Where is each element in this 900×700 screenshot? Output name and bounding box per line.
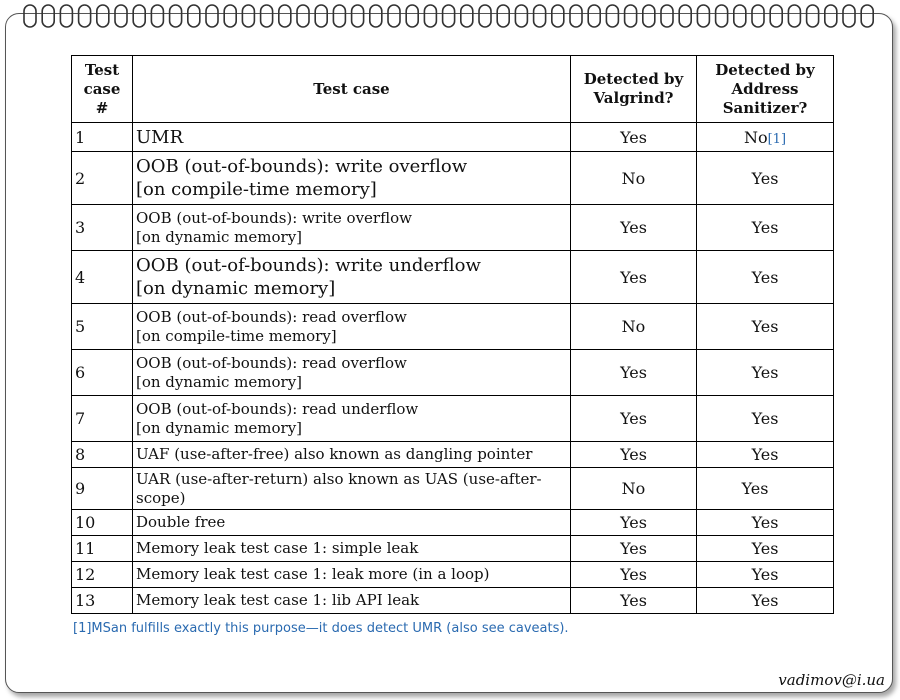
row-case: UMR (133, 123, 571, 152)
row-asan: Yes (697, 350, 834, 396)
binding-ring (279, 5, 291, 27)
binding-ring (534, 5, 546, 27)
table-row (72, 396, 834, 442)
binding-ring (843, 5, 855, 27)
binding-ring (497, 5, 509, 27)
case-line2: [on dynamic memory] (136, 418, 303, 437)
asan-value: Yes (741, 479, 769, 498)
case-line2: [on dynamic memory] (136, 278, 336, 299)
row-case (133, 468, 571, 510)
binding-ring (661, 5, 673, 27)
case-line1: OOB (out-of-bounds): write overflow (136, 208, 412, 227)
binding-ring (807, 5, 819, 27)
table-row (72, 562, 834, 588)
row-asan: Yes (697, 562, 834, 588)
row-asan: Yes (697, 510, 834, 536)
case-line2: [on dynamic memory] (136, 227, 303, 246)
binding-ring (133, 5, 145, 27)
binding-ring (206, 5, 218, 27)
binding-ring (333, 5, 345, 27)
binding-ring (443, 5, 455, 27)
row-valgrind: Yes (571, 350, 697, 396)
row-case (133, 350, 571, 396)
case-line2: [on dynamic memory] (136, 372, 303, 391)
binding-ring (24, 5, 36, 27)
row-valgrind: No (571, 304, 697, 350)
binding-ring (242, 5, 254, 27)
row-asan: Yes (697, 251, 834, 304)
spiral-binding (0, 0, 900, 40)
row-case (133, 251, 571, 304)
binding-ring (625, 5, 637, 27)
binding-ring (515, 5, 527, 27)
row-num: 5 (72, 304, 133, 350)
binding-ring (151, 5, 163, 27)
row-asan: Yes (697, 588, 834, 614)
binding-ring (734, 5, 746, 27)
footnote-link[interactable]: [1] (767, 131, 787, 147)
row-valgrind: No (571, 152, 697, 205)
table-row (72, 468, 834, 510)
case-line1: OOB (out-of-bounds): read overflow (136, 353, 407, 372)
row-asan: Yes (697, 304, 834, 350)
row-valgrind: Yes (571, 442, 697, 468)
binding-ring (788, 5, 800, 27)
asan-value: No (743, 127, 768, 147)
case-line2: [on compile-time memory] (136, 326, 337, 345)
header-row (72, 56, 834, 123)
row-case: UAF (use-after-free) also known as dangling pointer (133, 442, 571, 468)
binding-ring (297, 5, 309, 27)
row-valgrind: Yes (571, 251, 697, 304)
row-valgrind: No (571, 468, 697, 510)
case-line1: UAR (use-after-return) also known as UAS (use-after- (136, 469, 542, 488)
table-row (72, 123, 834, 152)
row-valgrind: Yes (571, 123, 697, 152)
case-line1: OOB (out-of-bounds): read overflow (136, 307, 407, 326)
table-row (72, 510, 834, 536)
case-line1: OOB (out-of-bounds): write underflow (136, 255, 481, 276)
binding-ring (679, 5, 691, 27)
table-row (72, 350, 834, 396)
binding-ring (770, 5, 782, 27)
row-case (133, 152, 571, 205)
binding-ring (315, 5, 327, 27)
binding-ring (170, 5, 182, 27)
author-signature: vadimov@i.ua (778, 671, 885, 689)
row-asan: Yes (697, 442, 834, 468)
case-line1: OOB (out-of-bounds): read underflow (136, 399, 419, 418)
row-num: 1 (72, 123, 133, 152)
binding-ring (461, 5, 473, 27)
table-row (72, 152, 834, 205)
binding-ring (479, 5, 491, 27)
binding-ring (825, 5, 837, 27)
row-valgrind: Yes (571, 562, 697, 588)
comparison-table (71, 55, 834, 614)
row-num: 13 (72, 588, 133, 614)
case-line2: [on compile-time memory] (136, 179, 377, 200)
row-valgrind: Yes (571, 510, 697, 536)
row-num: 4 (72, 251, 133, 304)
row-case: Double free (133, 510, 571, 536)
row-asan: Yes (697, 536, 834, 562)
binding-ring (716, 5, 728, 27)
header-test-case: Test case (133, 56, 571, 123)
row-num: 11 (72, 536, 133, 562)
row-asan (697, 123, 834, 152)
table-row (72, 251, 834, 304)
table-row (72, 205, 834, 251)
row-num: 7 (72, 396, 133, 442)
row-case (133, 304, 571, 350)
binding-ring (424, 5, 436, 27)
binding-ring (606, 5, 618, 27)
binding-ring (352, 5, 364, 27)
binding-ring (188, 5, 200, 27)
row-asan (697, 468, 834, 510)
row-asan: Yes (697, 205, 834, 251)
binding-ring (42, 5, 54, 27)
row-num: 12 (72, 562, 133, 588)
binding-ring (261, 5, 273, 27)
binding-ring (643, 5, 655, 27)
binding-ring (370, 5, 382, 27)
row-num: 8 (72, 442, 133, 468)
row-valgrind: Yes (571, 588, 697, 614)
binding-ring (752, 5, 764, 27)
binding-ring (115, 5, 127, 27)
binding-ring (552, 5, 564, 27)
binding-ring (861, 5, 873, 27)
row-asan: Yes (697, 152, 834, 205)
binding-ring (97, 5, 109, 27)
row-num: 9 (72, 468, 133, 510)
binding-ring (224, 5, 236, 27)
header-asan: Detected by Address Sanitizer? (697, 56, 834, 123)
binding-ring (406, 5, 418, 27)
row-valgrind: Yes (571, 536, 697, 562)
case-line2: scope) (136, 488, 186, 507)
row-case: Memory leak test case 1: leak more (in a loop) (133, 562, 571, 588)
header-test-num: Test case # (72, 56, 133, 123)
binding-ring (570, 5, 582, 27)
table-row (72, 442, 834, 468)
case-line1: OOB (out-of-bounds): write overflow (136, 156, 468, 177)
row-asan: Yes (697, 396, 834, 442)
row-case: Memory leak test case 1: lib API leak (133, 588, 571, 614)
binding-ring (697, 5, 709, 27)
row-num: 2 (72, 152, 133, 205)
binding-ring (388, 5, 400, 27)
row-num: 10 (72, 510, 133, 536)
row-num: 3 (72, 205, 133, 251)
footnote: [1]MSan fulfills exactly this purpose—it does detect UMR (also see caveats). (73, 621, 569, 636)
row-case (133, 396, 571, 442)
binding-ring (588, 5, 600, 27)
binding-ring (60, 5, 72, 27)
row-case: Memory leak test case 1: simple leak (133, 536, 571, 562)
binding-ring (79, 5, 91, 27)
header-valgrind: Detected by Valgrind? (571, 56, 697, 123)
row-valgrind: Yes (571, 205, 697, 251)
row-num: 6 (72, 350, 133, 396)
table-row (72, 304, 834, 350)
table-row (72, 588, 834, 614)
row-case (133, 205, 571, 251)
row-valgrind: Yes (571, 396, 697, 442)
table-row (72, 536, 834, 562)
